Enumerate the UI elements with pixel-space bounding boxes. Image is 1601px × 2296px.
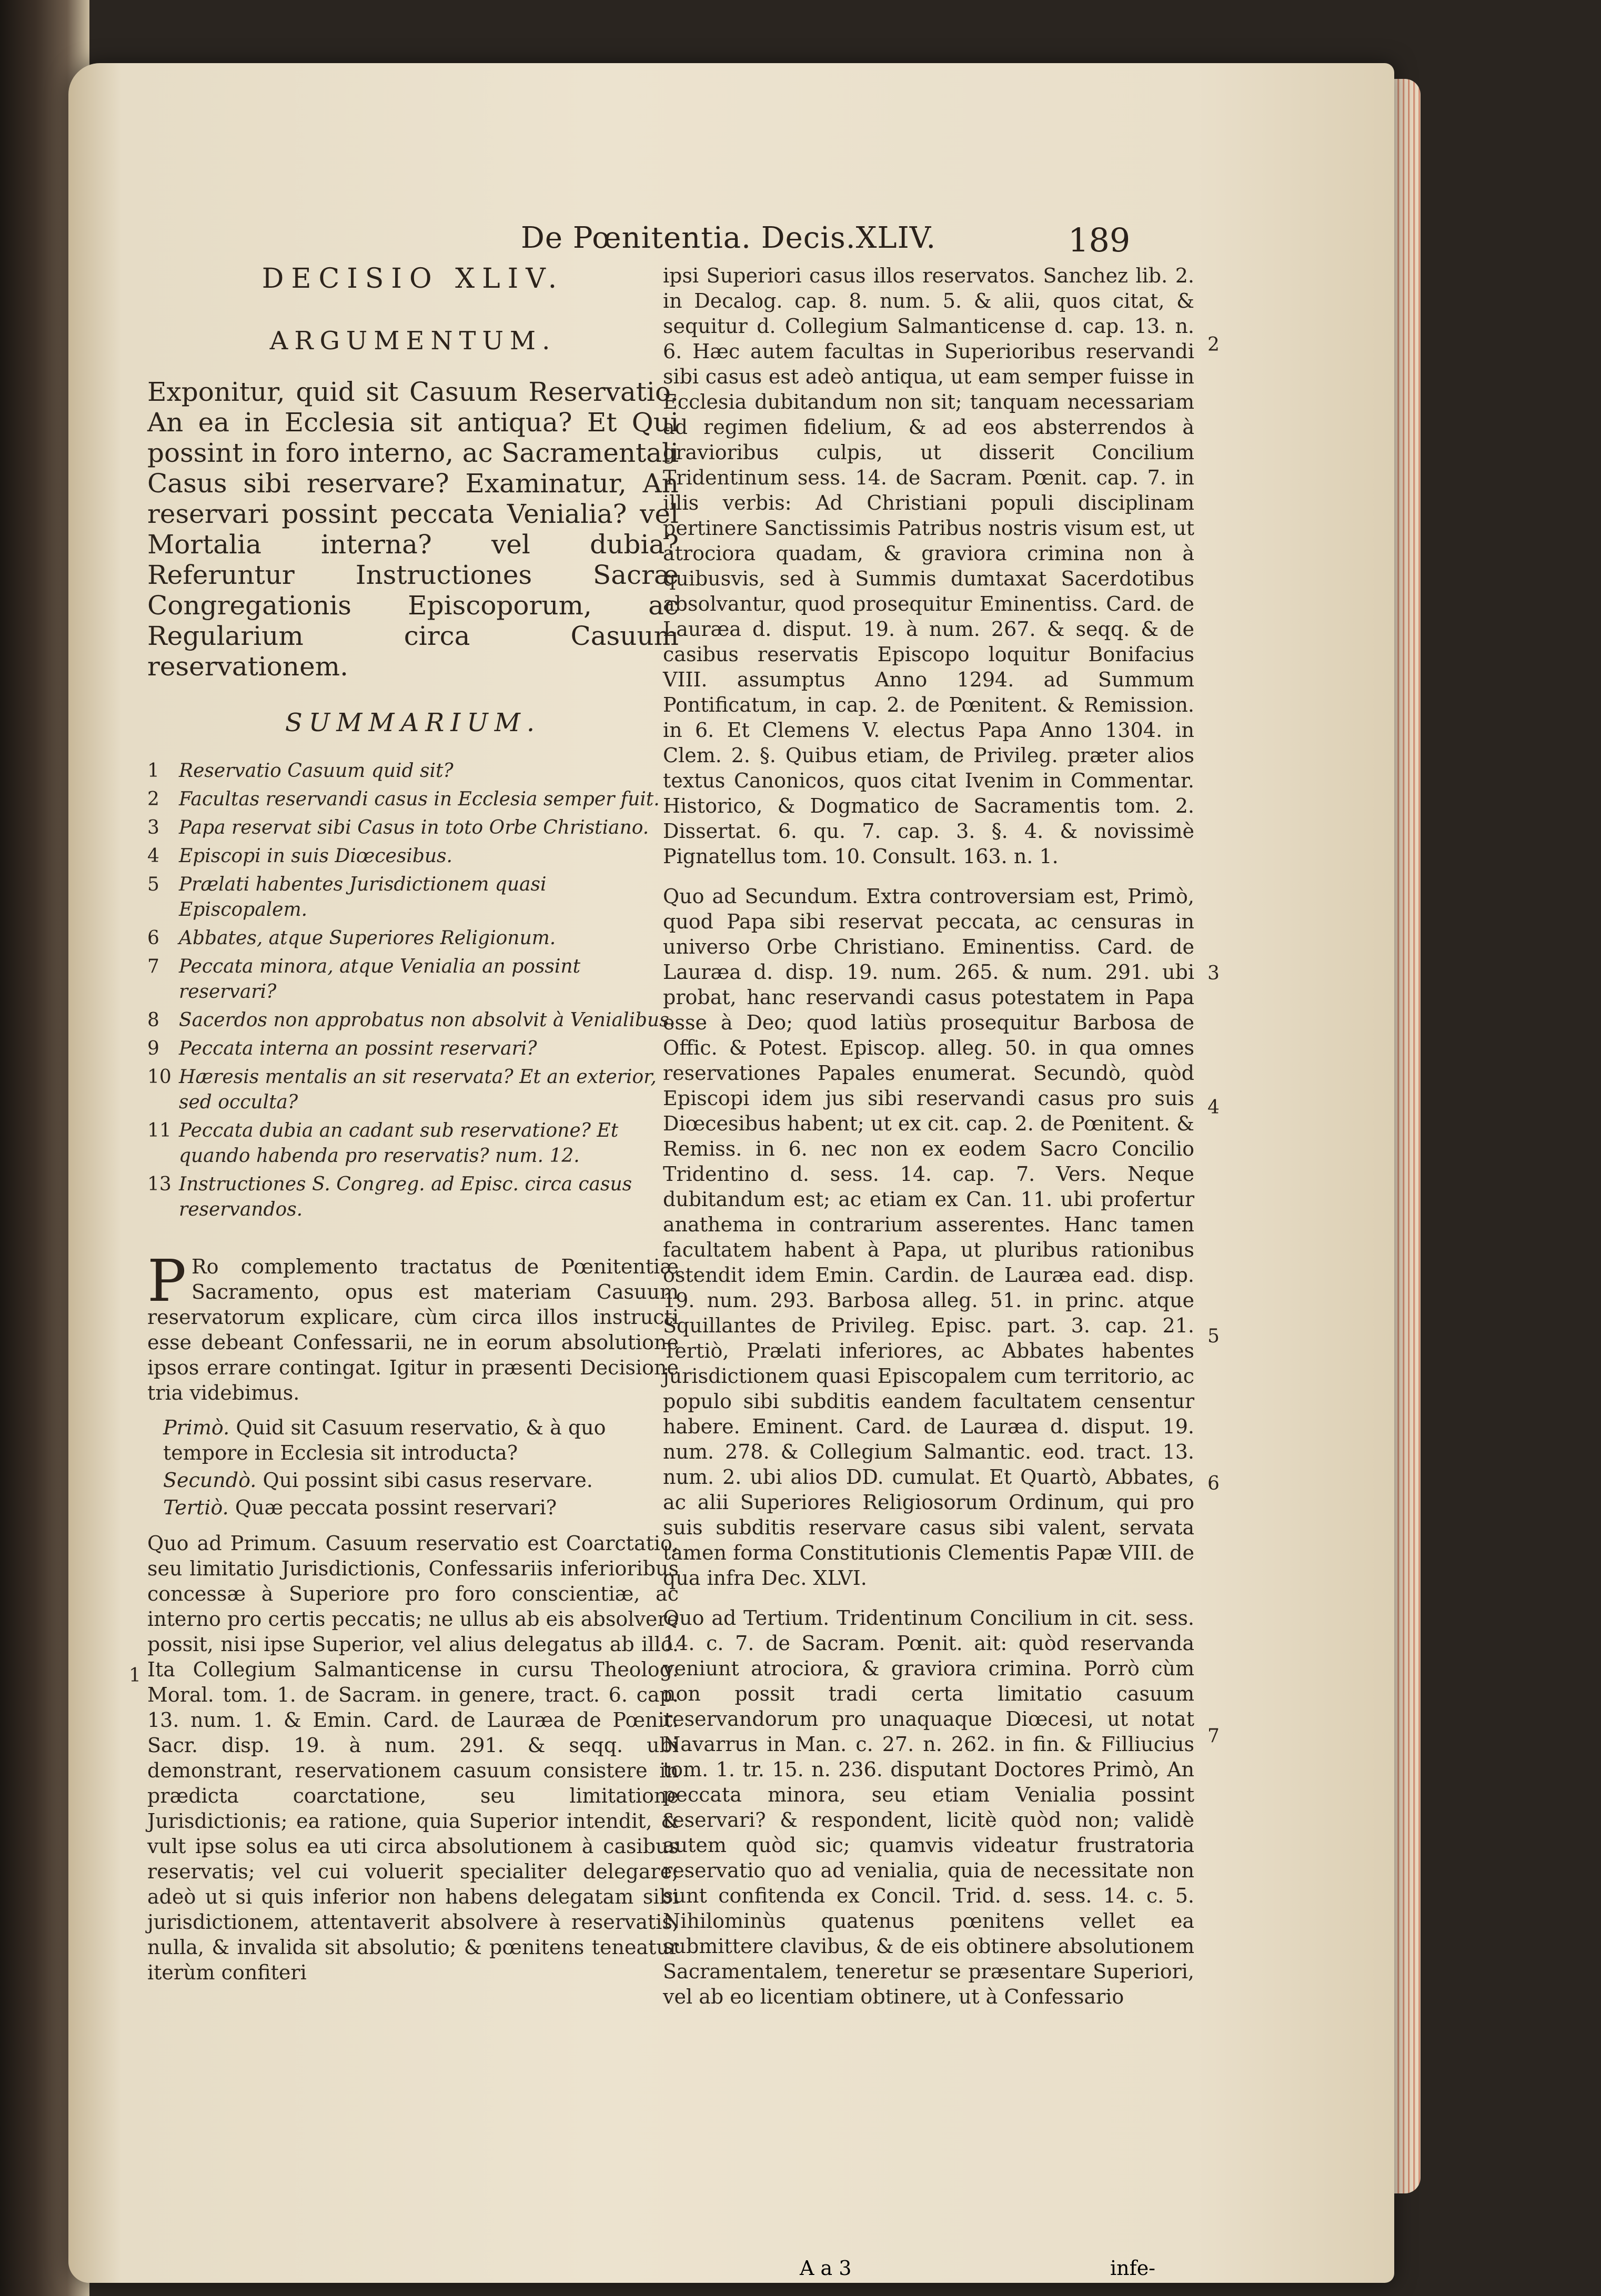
- summary-item: 3 Papa reservat sibi Casus in toto Orbe Christiano.: [147, 817, 649, 838]
- summary-item: 1 Reservatio Casuum quid sit?: [147, 760, 454, 782]
- summary-item: 2 Facultas reservandi casus in Ecclesia semper fuit.: [147, 788, 660, 810]
- margin-number: 3: [1207, 963, 1220, 984]
- running-header: [68, 221, 1394, 258]
- signature-mark: A a 3: [800, 2257, 852, 2280]
- summary-item: 10 Hæresis mentalis an sit reservata? Et an exterior, sed occulta?: [147, 1066, 657, 1113]
- summary-item: 13 Instructiones S. Congreg. ad Episc. circa casus reservandos.: [147, 1174, 632, 1220]
- summarium-heading: SUMMARIUM.: [285, 708, 541, 737]
- summary-item: 8 Sacerdos non approbatus non absolvit à Venialibus.: [147, 1009, 676, 1031]
- running-title: De Pœnitentia. Decis.XLIV.: [521, 221, 937, 255]
- page-number: 189: [1068, 221, 1131, 259]
- margin-number: 4: [1207, 1097, 1220, 1118]
- secundum-paragraph: Quo ad Secundum. Extra controversiam est, Primò, quod Papa sibi reservat peccata, ac censuras in universo Orbe Christiano. Eminentiss. Card. de Lauræa d. disp. 19. num. 265. & num. 291. ubi probat, hanc reservandi casus potestatem in Papa esse à Deo; quod latiùs prosequitur Barbosa de Offic. & Potest. Episcop. alleg. 50. in qua omnes reservationes Papales enumerat. Secundò, quòd Episcopi idem jus sibi reservandi casus pro suis Diœcesibus habent; ut ex cit. cap. 2. de Pœnitent. & Remiss. in 6. nec non ex eodem Sacro Concilio Tridentino d. sess. 14. cap. 7. Vers. Neque dubitandum est; ac etiam ex Can. 11. ubi profertur anathema in contrarium asserentes. Hanc tamen facultatem habent à Papa, ut pluribus rationibus ostendit idem Emin. Cardin. de Lauræa ead. disp. 19. num. 293. Barbosa alleg. 51. in princ. atque Squillantes de Privileg. Episc. part. 3. cap. 21. Tertiò, Prælati inferiores, ac Abbates habentes jurisdictionem quasi Episcopalem cum territorio, ac populo sibi subditis eandem facultatem censentur habere. Eminent. Card. de Lauræa d. disput. 19. num. 278. & Collegium Salmantic. eod. tract. 13. num. 2. ubi alios DD. cumulat. Et Quartò, Abbates, ac alii Superiores Religiosorum Ordinum, qui pro suis subditis reservare casus sibi valent, servata tamen forma Constitutionis Clementis Papæ VIII. de qua infra Dec. XLVI.: [663, 885, 1194, 1590]
- summary-item: 5 Prælati habentes Jurisdictionem quasi Episcopalem.: [147, 874, 547, 921]
- drop-cap: P: [147, 1247, 187, 1314]
- summary-list: [147, 758, 679, 1222]
- margin-number: 7: [1207, 1725, 1220, 1747]
- argumentum-heading: ARGUMENTUM.: [269, 326, 557, 356]
- margin-number: 1: [129, 1665, 141, 1686]
- left-column: [147, 263, 679, 1995]
- question-1: Primò. Quid sit Casuum reservatio, & à quo tempore in Ecclesia sit introducta?: [163, 1416, 606, 1464]
- summary-item: 4 Episcopi in suis Diœcesibus.: [147, 845, 452, 867]
- margin-number: 2: [1207, 334, 1220, 356]
- question-3: Tertiò. Quæ peccata possint reservari?: [163, 1496, 557, 1519]
- summary-item: 6 Abbates, atque Superiores Religionum.: [147, 927, 556, 949]
- catchword: infe-: [1110, 2257, 1156, 2280]
- margin-number: 6: [1207, 1473, 1220, 1494]
- question-2: Secundò. Qui possint sibi casus reservare.: [163, 1469, 593, 1492]
- decisio-title: DECISIO XLIV.: [261, 263, 565, 295]
- argumentum-text: Exponitur, quid sit Casuum Reservatio. An ea in Ecclesia sit antiqua? Et Qui possint in foro interno, ac Sacramentali Casus sibi reservare? Examinatur, An reservari possint peccata Venialia? vel Mortalia interna? vel dubia? Referuntur Instructiones Sacræ Congregationis Episcoporum, ac Regularium circa Casuum reservationem.: [147, 377, 679, 682]
- summary-item: 11 Peccata dubia an cadant sub reservatione? Et quando habenda pro reservatis? num. 12.: [147, 1120, 619, 1167]
- margin-number: 5: [1207, 1326, 1220, 1347]
- right-column: [663, 263, 1194, 2019]
- intro-paragraph: P Ro complemento tractatus de Pœnitentiæ Sacramento, opus est materiam Casuum reservatorum explicare, cùm circa illos instructi esse debeant Confessarii, ne in eorum absolutione ipsos errare contingat. Igitur in præsenti Decisione tria videbimus.: [147, 1247, 679, 1404]
- summary-item: 7 Peccata minora, atque Venialia an possint reservari?: [147, 956, 581, 1003]
- tertium-paragraph: Quo ad Tertium. Tridentinum Concilium in cit. sess. 14. c. 7. de Sacram. Pœnit. ait: quòd reservanda veniunt atrociora, & graviora crimina. Porrò cùm non possit tradi certa limitatio casuum reservandorum pro unaquaque Diœcesi, ut notat Navarrus in Man. c. 27. n. 262. in fin. & Filliucius tom. 1. tr. 15. n. 236. disputant Doctores Primò, An peccata minora, seu etiam Venialia possint reservari? & respondent, licitè quòd non; validè autem quòd sic; quamvis videatur frustratoria reservatio quo ad venialia, quia de necessitate non sunt confitenda ex Concil. Trid. d. sess. 14. c. 5. Nihilominùs quatenus pœnitens vellet ea submittere clavibus, & de eis obtinere absolutionem Sacramentalem, teneretur se præsentare Superiori, vel ab eo licentiam obtinere, ut à Confessario: [663, 1606, 1194, 2008]
- book-page: [68, 63, 1394, 2283]
- continuation-paragraph: ipsi Superiori casus illos reservatos. Sanchez lib. 2. in Decalog. cap. 8. num. 5. & alii, quos citat, & sequitur d. Collegium Salmanticense d. cap. 13. n. 6. Hæc autem facultas in Superioribus reservandi sibi casus est adeò antiqua, ut eam semper fuisse in Ecclesia dubitandum non sit; tanquam necessariam ad regimen fidelium, & ad eos absterrendos à gravioribus culpis, ut disserit Concilium Tridentinum sess. 14. de Sacram. Pœnit. cap. 7. in illis verbis: Ad Christiani populi disciplinam pertinere Sanctissimis Patribus nostris visum est, ut atrociora quadam, & graviora crimina non à quibusvis, sed à Summis dumtaxat Sacerdotibus absolvantur, quod prosequitur Eminentiss. Card. de Lauræa d. disput. 19. à num. 267. & seqq. & de casibus reservatis Episcopo loquitur Bonifacius VIII. assumptus Anno 1294. ad Summum Pontificatum, in cap. 2. de Pœnitent. & Remission. in 6. Et Clemens V. electus Papa Anno 1304. in Clem. 2. §. Quibus etiam, de Privileg. præter alios textus Canonicos, quos citat Ivenim in Commentar. Historico, & Dogmatico de Sacramentis tom. 2. Dissertat. 6. qu. 7. cap. 3. §. 4. & novissimè Pignatellus tom. 10. Consult. 163. n. 1.: [663, 264, 1194, 868]
- primum-paragraph: Quo ad Primum. Casuum reservatio est Coarctatio, seu limitatio Jurisdictionis, Confessariis inferioribus concessæ à Superiore pro foro conscientiæ, ac interno pro certis peccatis; ne ullus ab eis absolvere possit, nisi ipse Superior, vel alius delegatus ab illo. Ita Collegium Salmanticense in cursu Theolog. Moral. tom. 1. de Sacram. in genere, tract. 6. cap. 13. num. 1. & Emin. Card. de Lauræa de Pœnit. Sacr. disp. 19. à num. 291. & seqq. ubi demonstrant, reservationem casuum consistere in prædicta coarctatione, seu limitatione Jurisdictionis; ea ratione, quia Superior intendit, & vult ipse solus ea uti circa absolutionem à casibus reservatis; vel cui voluerit specialiter delegare; adeò ut si quis inferior non habens delegatam sibi jurisdictionem, attentaverit absolvere à reservatis, nulla, & invalida sit absolutio; & pœnitens teneatur iterùm confiteri: [147, 1532, 679, 1984]
- summary-item: 9 Peccata interna an possint reservari?: [147, 1038, 537, 1059]
